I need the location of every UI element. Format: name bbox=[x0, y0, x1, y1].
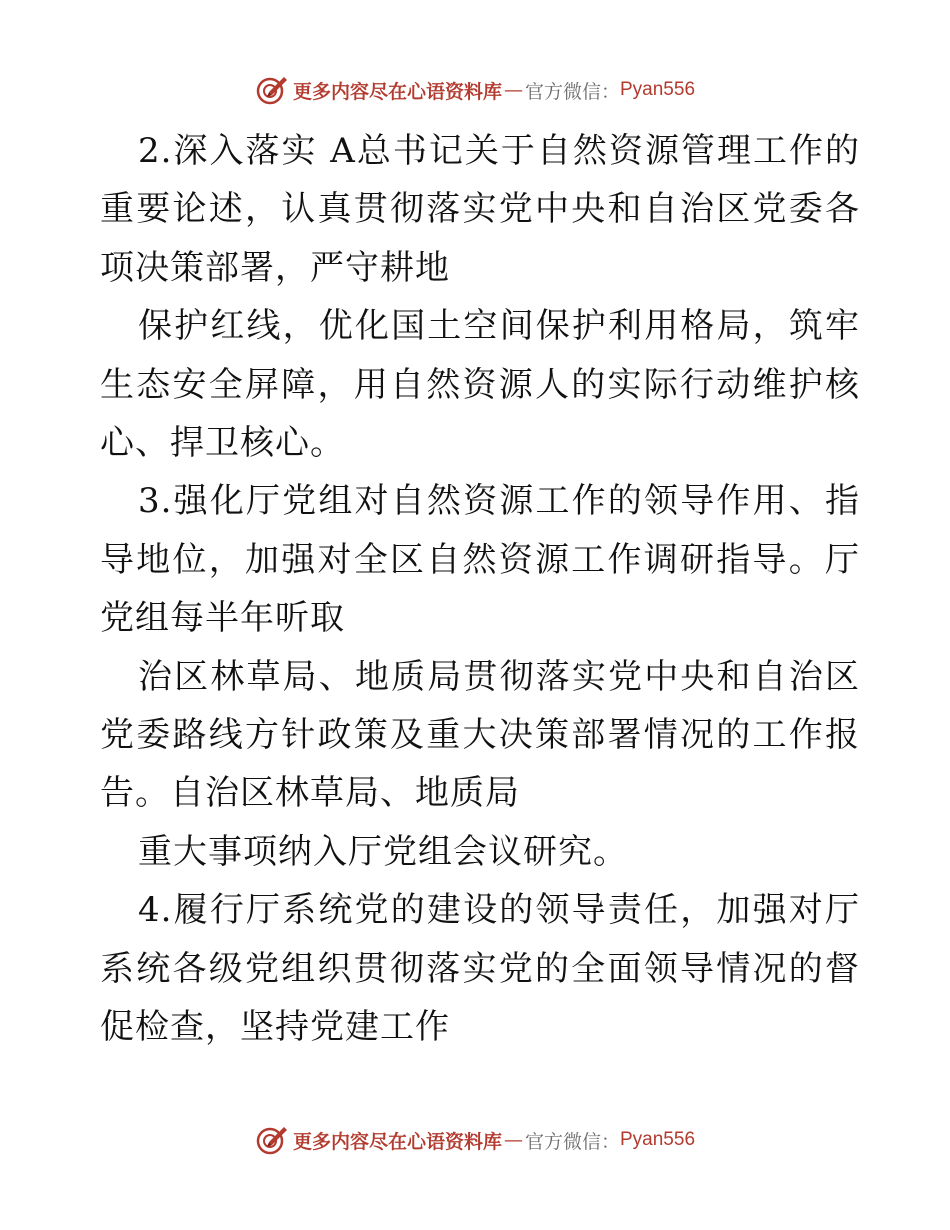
paragraph: 2.深入落实 A总书记关于自然资源管理工作的重要论述，认真贯彻落实党中央和自治区党委各项决策部署，严守耕地 bbox=[100, 131, 860, 288]
paragraph: 重大事项纳入厅党组会议研究。 bbox=[138, 831, 628, 872]
watermark-official-label: 官方微信： bbox=[524, 1130, 620, 1153]
watermark-wechat-id: Pyan556 bbox=[620, 1129, 696, 1150]
paragraph: 4.履行厅系统党的建设的领导责任，加强对厅系统各级党组织贯彻落实党的全面领导情况的督促检查，坚持党建工作 bbox=[100, 890, 860, 1048]
paragraph: 治区林草局、地质局贯彻落实党中央和自治区党委路线方针政策及重大决策部署情况的工作报告。自治区林草局、地质局 bbox=[100, 656, 860, 814]
watermark-wechat-id: Pyan556 bbox=[620, 79, 696, 100]
watermark-footer bbox=[0, 1122, 950, 1158]
pen-logo-icon bbox=[255, 73, 289, 107]
watermark-main-text: 更多内容尽在心语资料库 bbox=[292, 1130, 502, 1153]
watermark-dash: — bbox=[503, 79, 523, 101]
watermark-official-label: 官方微信： bbox=[524, 80, 620, 103]
pen-logo-icon bbox=[255, 1123, 289, 1157]
watermark-main-text: 更多内容尽在心语资料库 bbox=[292, 80, 502, 103]
paragraph: 保护红线，优化国土空间保护利用格局，筑牢生态安全屏障，用自然资源人的实际行动维护核心、捍卫核心。 bbox=[100, 306, 860, 464]
paragraph: 3.强化厅党组对自然资源工作的领导作用、指导地位，加强对全区自然资源工作调研指导。厅党组每半年听取 bbox=[100, 481, 860, 639]
document-body bbox=[100, 122, 860, 1057]
watermark-header bbox=[0, 72, 950, 108]
watermark-dash: — bbox=[503, 1129, 523, 1151]
